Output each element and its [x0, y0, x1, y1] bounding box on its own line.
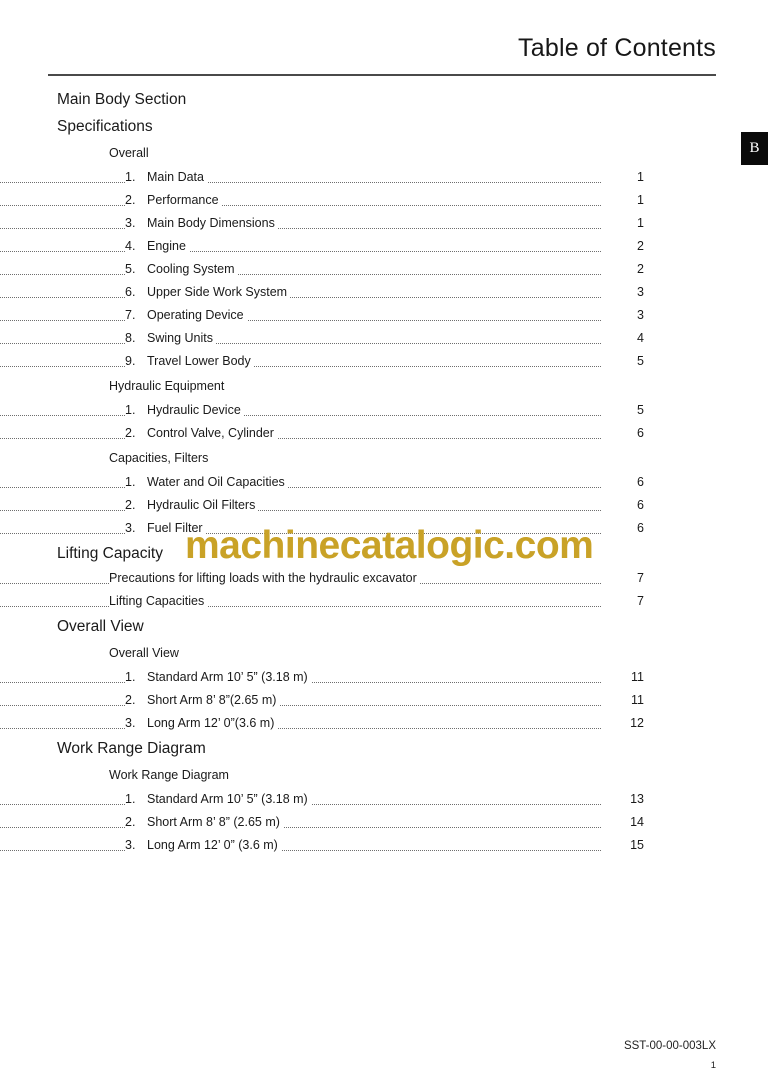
toc-entry-page-number: 1: [601, 166, 644, 189]
toc-entry-page-number: 11: [601, 666, 644, 689]
toc-leader-dots: [0, 297, 639, 298]
toc-heading-label: Work Range Diagram: [57, 740, 206, 757]
toc-leader-dots: [0, 682, 639, 683]
toc-entry[interactable]: [0, 712, 768, 735]
toc-leader-dots: [0, 705, 639, 706]
toc-entry-page-number: 6: [601, 422, 644, 445]
toc-entry-text: [125, 815, 283, 829]
toc-entry-number: 3.: [125, 716, 136, 730]
toc-entry-page-number: 2: [601, 258, 644, 281]
footer-page-number: 1: [710, 1060, 716, 1071]
toc-entry[interactable]: [0, 567, 768, 590]
toc-entry-label: Lifting Capacities: [109, 594, 205, 608]
toc-entry-page-number: 5: [601, 350, 644, 373]
toc-heading: [0, 540, 768, 567]
toc-entry-page-number: 1: [601, 189, 644, 212]
toc-leader-dots: [0, 182, 639, 183]
watermark: machinecatalogic.com: [185, 524, 594, 567]
toc-entry-text: [125, 716, 277, 730]
toc-entry-label: Short Arm 8’ 8” (2.65 m): [147, 815, 280, 829]
toc-entry-number: 1.: [125, 475, 136, 489]
toc-entry-label: Control Valve, Cylinder: [147, 426, 274, 440]
header-divider: [48, 74, 716, 76]
toc-entry-number: 5.: [125, 262, 136, 276]
toc-entry-text: [125, 792, 311, 806]
toc-entry-label: Hydraulic Oil Filters: [147, 498, 256, 512]
toc-entry[interactable]: [0, 399, 768, 422]
toc-entry[interactable]: [0, 189, 768, 212]
toc-entry-number: 3.: [125, 838, 136, 852]
toc-heading: [0, 140, 768, 166]
toc-entry-number: 7.: [125, 308, 136, 322]
toc-entry-text: [125, 285, 290, 299]
toc-leader-dots: [0, 510, 639, 511]
toc-entry-text: [125, 693, 279, 707]
toc-entry-number: 9.: [125, 354, 136, 368]
toc-entry-number: 1.: [125, 792, 136, 806]
toc-entry-page-number: 4: [601, 327, 644, 350]
toc-heading-label: Hydraulic Equipment: [109, 379, 225, 393]
toc-entry-label: Performance: [147, 193, 219, 207]
toc-heading: [0, 762, 768, 788]
toc-entry-page-number: 2: [601, 235, 644, 258]
toc-heading-label: Lifting Capacity: [57, 545, 163, 562]
toc-entry-page-number: 11: [601, 689, 644, 712]
toc-entry[interactable]: [0, 494, 768, 517]
toc-entry-number: 3.: [125, 216, 136, 230]
toc-entry-text: [125, 193, 222, 207]
toc-entry-text: [125, 216, 278, 230]
toc-entry[interactable]: [0, 788, 768, 811]
table-of-contents: [0, 86, 768, 857]
toc-entry-number: 2.: [125, 815, 136, 829]
toc-entry-label: Water and Oil Capacities: [147, 475, 285, 489]
toc-entry-number: 1.: [125, 170, 136, 184]
toc-heading-label: Main Body Section: [57, 91, 187, 108]
toc-heading-label: Overall View: [57, 618, 144, 635]
page-title: Table of Contents: [518, 34, 716, 62]
toc-entry-text: [125, 354, 254, 368]
toc-entry-label: Short Arm 8’ 8”(2.65 m): [147, 693, 277, 707]
toc-heading: [0, 613, 768, 640]
toc-entry-text: [125, 308, 247, 322]
toc-entry-page-number: 6: [601, 494, 644, 517]
toc-entry-number: 6.: [125, 285, 136, 299]
toc-entry-page-number: 7: [601, 567, 644, 590]
toc-entry-page-number: 5: [601, 399, 644, 422]
toc-entry-label: Main Data: [147, 170, 204, 184]
toc-entry-number: 1.: [125, 403, 136, 417]
toc-leader-dots: [0, 606, 639, 607]
toc-leader-dots: [0, 487, 639, 488]
toc-entry-number: 2.: [125, 498, 136, 512]
toc-entry-label: Engine: [147, 239, 186, 253]
toc-entry-page-number: 3: [601, 304, 644, 327]
toc-entry[interactable]: [0, 166, 768, 189]
toc-entry-text: [125, 426, 277, 440]
toc-entry-label: Hydraulic Device: [147, 403, 241, 417]
toc-entry-number: 3.: [125, 521, 136, 535]
toc-entry-label: Upper Side Work System: [147, 285, 288, 299]
toc-entry-label: Main Body Dimensions: [147, 216, 275, 230]
toc-entry[interactable]: [0, 666, 768, 689]
toc-entry-number: 4.: [125, 239, 136, 253]
toc-entry-text: [125, 521, 206, 535]
toc-entry[interactable]: [0, 834, 768, 857]
toc-entry-page-number: 6: [601, 471, 644, 494]
toc-heading: [0, 86, 768, 113]
toc-entry[interactable]: [0, 811, 768, 834]
toc-entry[interactable]: [0, 350, 768, 373]
toc-leader-dots: [0, 415, 639, 416]
toc-leader-dots: [0, 850, 639, 851]
toc-leader-dots: [0, 343, 639, 344]
toc-entry-text: [125, 475, 288, 489]
toc-leader-dots: [0, 827, 639, 828]
toc-entry-number: 2.: [125, 693, 136, 707]
toc-entry[interactable]: [0, 422, 768, 445]
toc-entry-label: Operating Device: [147, 308, 244, 322]
toc-leader-dots: [0, 251, 639, 252]
toc-entry-number: 2.: [125, 426, 136, 440]
toc-leader-dots: [0, 320, 639, 321]
toc-entry-page-number: 6: [601, 517, 644, 540]
toc-entry-page-number: 12: [601, 712, 644, 735]
toc-entry-text: [125, 498, 258, 512]
toc-entry-text: [125, 331, 216, 345]
toc-entry-text: [125, 670, 311, 684]
toc-leader-dots: [0, 366, 639, 367]
toc-entry-label: Fuel Filter: [147, 521, 203, 535]
toc-heading-label: Overall View: [109, 646, 179, 660]
toc-entry-label: Precautions for lifting loads with the hydraulic excavator: [109, 571, 417, 585]
toc-entry-label: Long Arm 12’ 0” (3.6 m): [147, 838, 278, 852]
toc-entry[interactable]: [0, 327, 768, 350]
toc-entry[interactable]: [0, 471, 768, 494]
toc-entry[interactable]: [0, 517, 768, 540]
toc-entry-label: Swing Units: [147, 331, 213, 345]
toc-entry-text: [109, 594, 207, 608]
toc-heading-label: Work Range Diagram: [109, 768, 229, 782]
toc-entry-text: [125, 239, 189, 253]
toc-entry-text: [125, 838, 281, 852]
toc-leader-dots: [0, 804, 639, 805]
toc-entry[interactable]: [0, 235, 768, 258]
toc-heading: [0, 735, 768, 762]
toc-entry-page-number: 14: [601, 811, 644, 834]
toc-entry-number: 8.: [125, 331, 136, 345]
toc-entry[interactable]: [0, 304, 768, 327]
toc-heading: [0, 640, 768, 666]
toc-entry-text: [125, 262, 238, 276]
toc-heading: [0, 373, 768, 399]
toc-entry-label: Long Arm 12’ 0”(3.6 m): [147, 716, 275, 730]
toc-entry-page-number: 1: [601, 212, 644, 235]
toc-entry-label: Standard Arm 10’ 5” (3.18 m): [147, 792, 308, 806]
toc-heading-label: Capacities, Filters: [109, 451, 209, 465]
toc-entry-number: 2.: [125, 193, 136, 207]
toc-heading: [0, 445, 768, 471]
toc-entry-text: [125, 170, 207, 184]
toc-leader-dots: [0, 533, 639, 534]
toc-leader-dots: [0, 228, 639, 229]
toc-entry[interactable]: [0, 281, 768, 304]
toc-leader-dots: [0, 205, 639, 206]
toc-leader-dots: [0, 274, 639, 275]
toc-heading: [0, 113, 768, 140]
toc-entry-text: [109, 571, 420, 585]
toc-leader-dots: [0, 728, 639, 729]
toc-entry-label: Standard Arm 10’ 5” (3.18 m): [147, 670, 308, 684]
footer-document-code: SST-00-00-003LX: [623, 1040, 716, 1052]
toc-entry-text: [125, 403, 244, 417]
toc-entry[interactable]: [0, 590, 768, 613]
toc-heading-label: Overall: [109, 146, 149, 160]
toc-entry-page-number: 3: [601, 281, 644, 304]
toc-entry-label: Travel Lower Body: [147, 354, 251, 368]
toc-heading-label: Specifications: [57, 118, 153, 135]
toc-entry-page-number: 15: [601, 834, 644, 857]
toc-entry-page-number: 7: [601, 590, 644, 613]
toc-leader-dots: [0, 438, 639, 439]
toc-entry[interactable]: [0, 689, 768, 712]
section-tab-label: B: [749, 140, 760, 156]
toc-entry-number: 1.: [125, 670, 136, 684]
toc-entry[interactable]: [0, 258, 768, 281]
toc-entry-page-number: 13: [601, 788, 644, 811]
toc-entry[interactable]: [0, 212, 768, 235]
toc-entry-label: Cooling System: [147, 262, 235, 276]
